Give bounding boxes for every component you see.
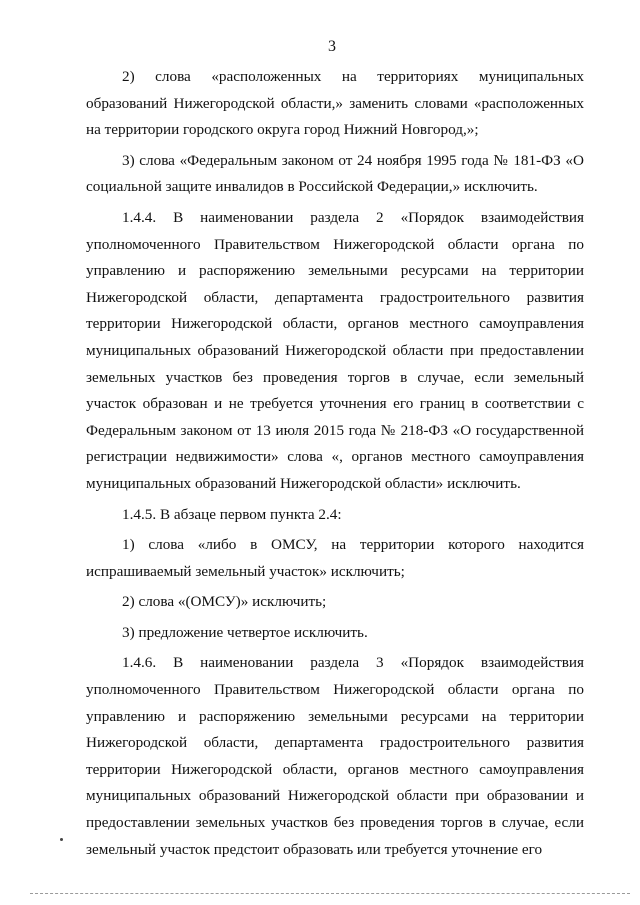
paragraph-1-4-6: 1.4.6. В наименовании раздела 3 «Порядок взаимодействия уполномоченного Правительством Нижегородской области органа по управлению и распоряжению земельными ресурсами на территории Нижегородской области, департамента градостроительного развития территории Нижегородской области, органов местного самоуправления муниципальных образований Нижегородской области при образовании и предоставлении земельных участков без проведения торгов в случае, если земельный участок предстоит образовать или требуется уточнение его	[86, 654, 584, 858]
paragraph-1-4-5: 1.4.5. В абзаце первом пункта 2.4:	[122, 505, 342, 523]
scan-dot	[60, 838, 63, 841]
paragraph-1-4-4: 1.4.4. В наименовании раздела 2 «Порядок взаимодействия уполномоченного Правительством Нижегородской области органа по управлению и распоряжению земельными ресурсами на территории Нижегородской области, департамента градостроительного развития территории Нижегородской области, органов местного самоуправления муниципальных образований Нижегородской области при предоставлении земельных участков без проведения торгов в случае, если земельный участок образован и не требуется уточнения его границ в соответствии с Федеральным законом от 13 июля 2015 года № 218-ФЗ «О государственной регистрации недвижимости» слова «, органов местного самоуправления муниципальных образований Нижегородской области» исключить.	[86, 208, 584, 492]
paragraph-1-4-5-item-3: 3) предложение четвертое исключить.	[122, 623, 368, 641]
page-number: 3	[328, 38, 336, 55]
paragraph-item-3-exclude-federal-law: 3) слова «Федеральным законом от 24 ноября 1995 года № 181-ФЗ «О социальной защите инвалидов в Российской Федерации,» исключить.	[86, 151, 584, 196]
paragraph-item-2-replace-words: 2) слова «расположенных на территориях муниципальных образований Нижегородской области,» заменить словами «расположенных на территории городского округа город Нижний Новгород,»;	[86, 68, 584, 139]
page-bottom-rule	[30, 893, 630, 894]
document-body	[86, 64, 584, 863]
paragraph-1-4-5-item-2: 2) слова «(ОМСУ)» исключить;	[122, 593, 327, 611]
paragraph-1-4-5-item-1: 1) слова «либо в ОМСУ, на территории которого находится испрашиваемый земельный участок» исключить;	[86, 536, 584, 580]
